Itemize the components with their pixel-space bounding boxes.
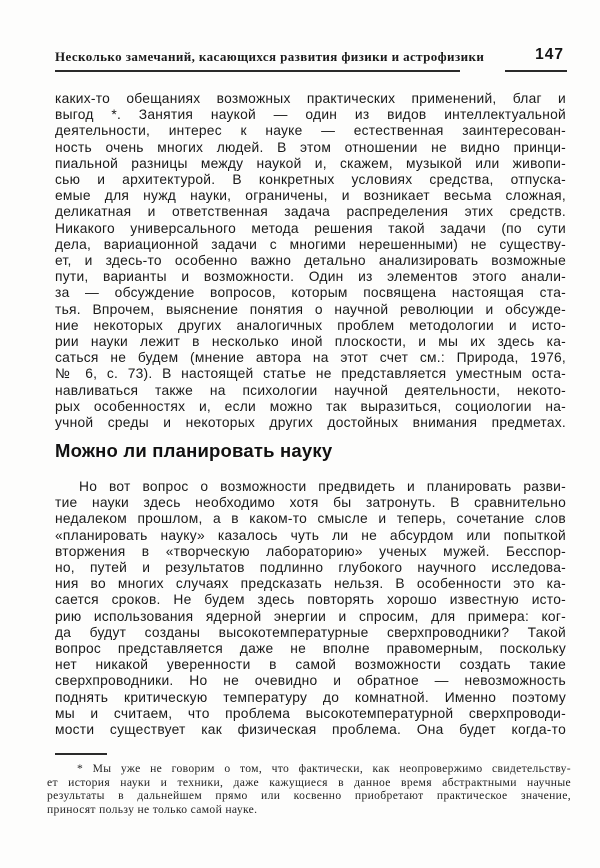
- text-line: рых особенностях и, если можно так выразиться, социологии на-: [55, 398, 566, 414]
- page-number: 147: [535, 46, 564, 63]
- text-line: навливаться также на психологии научной деятельности, некото-: [55, 382, 566, 398]
- text-line: деликатная и ответственная задача распределения этих средств.: [55, 204, 566, 220]
- running-header-title: Несколько замечаний, касающихся развития физики и астрофизики: [55, 49, 485, 64]
- text-line: за — обсуждение вопросов, которым посвящена настоящая ста-: [55, 285, 566, 301]
- text-line: выгод *. Занятия наукой — один из видов интеллектуальной: [55, 107, 566, 123]
- header-divider-right: [505, 70, 567, 72]
- footnote-line: приносят пользу не только самой науке.: [47, 802, 258, 816]
- footnote-line: ет история науки и техники, даже кажущиеся в данное время абстрактными научные: [47, 775, 571, 789]
- text-line: рию использования ядерной энергии и спросим, для примера: ког-: [55, 608, 566, 624]
- text-line: ние некоторых других аналогичных проблем методологии и исто-: [55, 317, 566, 333]
- text-line: сверхпроводники. Но не очевидно и обратное — невозможность: [55, 673, 566, 689]
- text-line: «планировать науку» казалось чуть ли не абсурдом или попыткой: [55, 527, 566, 543]
- text-line: да будут созданы высокотемпературные сверхпроводники? Такой: [55, 624, 566, 640]
- text-line: учной среды и некоторых других достойных внимания предметах.: [55, 415, 566, 431]
- text-line: сается сроков. Не будем здесь повторять хорошо известную исто-: [55, 592, 566, 608]
- text-line: деятельности, интерес к науке — естественная заинтересован-: [55, 123, 566, 139]
- text-line: каких-то обещаниях возможных практических применений, благ и: [55, 91, 566, 106]
- text-line: пути, варианты и возможности. Один из элементов этого анали-: [55, 269, 566, 285]
- text-line: тие науки здесь необходимо хотя бы затронуть. В сравнительно: [55, 495, 566, 511]
- text-line: нет никакой уверенности в самой возможности создать такие: [55, 657, 566, 673]
- text-line: пиальной разницы между наукой и, скажем, музыкой или живопи-: [55, 155, 566, 171]
- footnote-line: результаты в дальнейшем прямо или косвенно приобретают практическое значение,: [47, 789, 571, 802]
- text-line: ния во многих случаях предсказать нельзя. В особенности это ка-: [55, 576, 566, 592]
- footnote: [47, 762, 571, 816]
- paragraph-continuation: [55, 91, 566, 431]
- text-line: дела, вариационной задачи с многими нерешенными) не существу-: [55, 236, 566, 252]
- text-line: недалеком прошлом, а в каком-то смысле и теперь, сочетание слов: [55, 511, 566, 527]
- text-line: мости существует как физическая проблема. Она будет когда-то: [55, 722, 566, 738]
- text-line: ность очень многих людей. В этом отношении не видно принци-: [55, 139, 566, 155]
- text-line: рии науки лежит в несколько иной плоскости, и мы их здесь ка-: [55, 334, 566, 350]
- header-divider-left: [55, 70, 460, 72]
- text-line: ет, и здесь-то особенно важно детально анализировать возможные: [55, 253, 566, 269]
- text-line: емые для нужд науки, ограничены, и возникает весьма сложная,: [55, 188, 566, 204]
- paragraph-can-science-be-planned: [55, 479, 566, 738]
- section-heading: Можно ли планировать науку: [55, 440, 333, 461]
- text-line: тья. Впрочем, выяснение понятия о научной революции и обсужде-: [55, 301, 566, 317]
- text-line: сью и архитектурой. В конкретных условиях средства, отпуска-: [55, 172, 566, 188]
- text-line: мы и считаем, что проблема высокотемпературной сверхпроводи-: [55, 705, 566, 721]
- footnote-divider: [55, 753, 107, 755]
- footnote-line: * Мы уже не говорим о том, что фактически, как неопровержимо свидетельству-: [77, 762, 571, 775]
- text-line: но, путей и результатов подлинно глубокого научного исследова-: [55, 560, 566, 576]
- text-line: № 6, с. 73). В настоящей статье не представляется уместным оста-: [55, 366, 566, 382]
- text-line: поднять критическую температуру до комнатной. Именно поэтому: [55, 689, 566, 705]
- text-line: вторжения в «творческую лабораторию» ученых мужей. Бесспор-: [55, 543, 566, 559]
- text-line: Никакого универсального метода решения такой задачи (по сути: [55, 220, 566, 236]
- text-line: саться не будем (мнение автора на этот счет см.: Природа, 1976,: [55, 350, 566, 366]
- text-line: вопрос представляется даже не вполне правомерным, поскольку: [55, 641, 566, 657]
- text-line: Но вот вопрос о возможности предвидеть и планировать разви-: [79, 479, 566, 494]
